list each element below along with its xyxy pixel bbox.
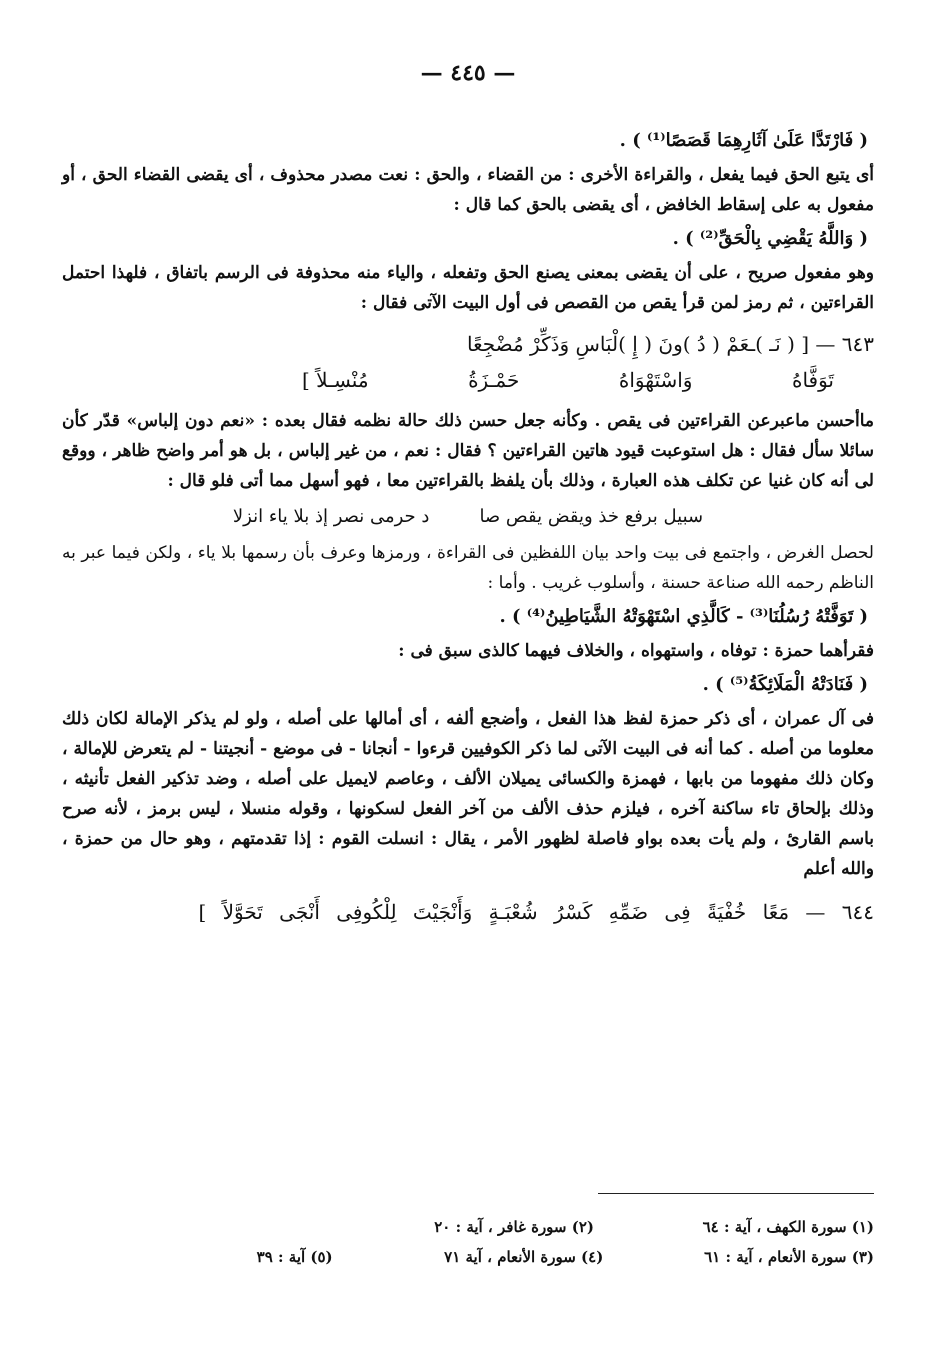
footnote-row-2 xyxy=(62,1242,874,1272)
footnote-4: (٤) سورة الأنعام ، آية ٧١ xyxy=(444,1248,604,1266)
verse-643 xyxy=(62,326,874,398)
verse-643-word-1: تَوَفَّاهُ xyxy=(791,368,834,392)
footnotes xyxy=(62,1212,874,1272)
verse-643-line-2 xyxy=(62,362,874,398)
paragraph-5: فقرأهما حمزة : توفاه ، واستهواه ، والخلاف فيهما كالذى سبق فى : xyxy=(398,641,874,661)
paragraph-3: ماأحسن ماعبرعن القراءتين فى يقص . وكأنه جعل حسن ذلك حالة نظمه فقال بعده : «نعم دون إلباس» قدّر كأن سائلا سأل فقال : هل استوعبت قيود هاتين القراءتين ؟ فقال : نعم ، من غير إلباس ، بل هو أمر واضح ظاهر ، ووقع لى أنه كان غنيا عن تكلف هذه العبارة ، وذلك بأن يلفظ بالقراءتين معا ، فهو أسهل مما أتى فلو قال : xyxy=(62,411,874,491)
hemistich-right: سبيل برفع خذ ويقض يقص صا xyxy=(479,506,704,527)
quran-quote-3: ( تَوَفَّتْهُ رُسُلُنَا⁽³⁾ - كَالَّذِي اسْتَهْوَتْهُ الشَّيَاطِينُ⁽⁴⁾ ) . xyxy=(499,606,868,627)
paragraph-4: لحصل الغرض ، واجتمع فى بيت واحد بيان اللفظين فى القراءة ، ورمزها وعرف بأن رسمها بلا ياء ، ولكن فيما عبر به الناظم رحمه الله صناعة حسنة ، وأسلوب غريب . وأما : xyxy=(62,543,874,593)
footnote-3: (٣) سورة الأنعام ، آية : ٦١ xyxy=(704,1248,874,1266)
main-text xyxy=(62,122,874,938)
paragraph-2: وهو مفعول صريح ، على أن يقضى بمعنى يصنع الحق وتفعله ، والياء منه محذوفة فى الرسم باتفاق ، فلهذا احتمل القراءتين ، ثم رمز لمن قرأ يقص من القصص فى أول البيت الآتى فقال : xyxy=(62,263,874,313)
footnote-row-1 xyxy=(62,1212,874,1242)
verse-643-word-2: وَاسْتَهْوَاهُ xyxy=(618,368,693,392)
quran-quote-1: ( فَارْتَدَّا عَلَىٰ آثَارِهِمَا قَصَصًا⁽¹⁾ ) . xyxy=(619,130,868,151)
paragraph-1: أى يتبع الحق فيما يفعل ، والقراءة الأخرى : من القضاء ، والحق : نعت مصدر محذوف ، أى يقضى القضاء الحق ، أو مفعول به على إسقاط الخافض ، أى يقضى بالحق كما قال : xyxy=(62,165,874,215)
footnote-5: (٥) آية : ٣٩ xyxy=(256,1248,333,1266)
footnote-2: (٢) سورة غافر ، آية : ٢٠ xyxy=(434,1218,594,1236)
hemistich-left: د حرمى نصر إذ بلا ياء انزلا xyxy=(232,506,430,527)
footnote-1: (١) سورة الكهف ، آية : ٦٤ xyxy=(702,1218,874,1236)
quran-quote-2: ( وَاللَّهُ يَقْضِي بِالْحَقِّ⁽²⁾ ) . xyxy=(672,228,868,249)
verse-644: ٦٤٤ — مَعًا خُفْيَةً فِى ضَمِّهِ كَسْرُ شُعْبَـةٍ وَأَنْجَيْتَ لِلْكُوفِى أَنْجَى تَحَوَّلاً ] xyxy=(198,900,874,924)
hemistich-quote xyxy=(62,502,874,532)
verse-643-word-4: مُنْسِـلاً ] xyxy=(302,368,369,392)
paragraph-6: فى آل عمران ، أى ذكر حمزة لفظ هذا الفعل ، وأضجع ألفه ، أى أمالها على أصله ، ولو لم يذكر الإمالة لكان ذلك معلوما من أصله . كما أنه فى البيت الآتى لما ذكر الكوفيين قرءوا - أنجانا - فى موضع - أنجيتنا - لم يتعرض للإمالة ، وكان ذلك مفهوما من بابها ، فهمزة والكسائى يميلان الألف ، وعاصم لايميل على أصله ، وضد تذكير الفعل تأنيثه ، وذلك بإلحاق تاء ساكنة آخره ، فيلزم حذف الألف من آخر الفعل لسكونها ، وقوله منسلا ، ليس برمز ، لأنه صرح باسم القارئ ، ولم يأت بعده بواو فاصلة لظهور الأمر ، يقال : انسلت القوم : إذا تقدمتهم ، وهو حال من حمزة ، والله أعلم xyxy=(62,709,874,879)
verse-643-line-1: ٦٤٣ — [ ( نَـ )ـعَمْ ( دُ )ونَ ( إِ )لْبَاسِ وَذَكِّرْ مُضْجِعًا xyxy=(466,332,874,356)
page-number: — ٤٤٥ — xyxy=(420,60,516,86)
verse-643-word-3: حَمْـزَةُ xyxy=(468,368,520,392)
quran-quote-4: ( فَنَادَتْهُ الْمَلَائِكَةُ⁽⁵⁾ ) . xyxy=(702,674,868,695)
footnote-divider xyxy=(598,1193,874,1194)
